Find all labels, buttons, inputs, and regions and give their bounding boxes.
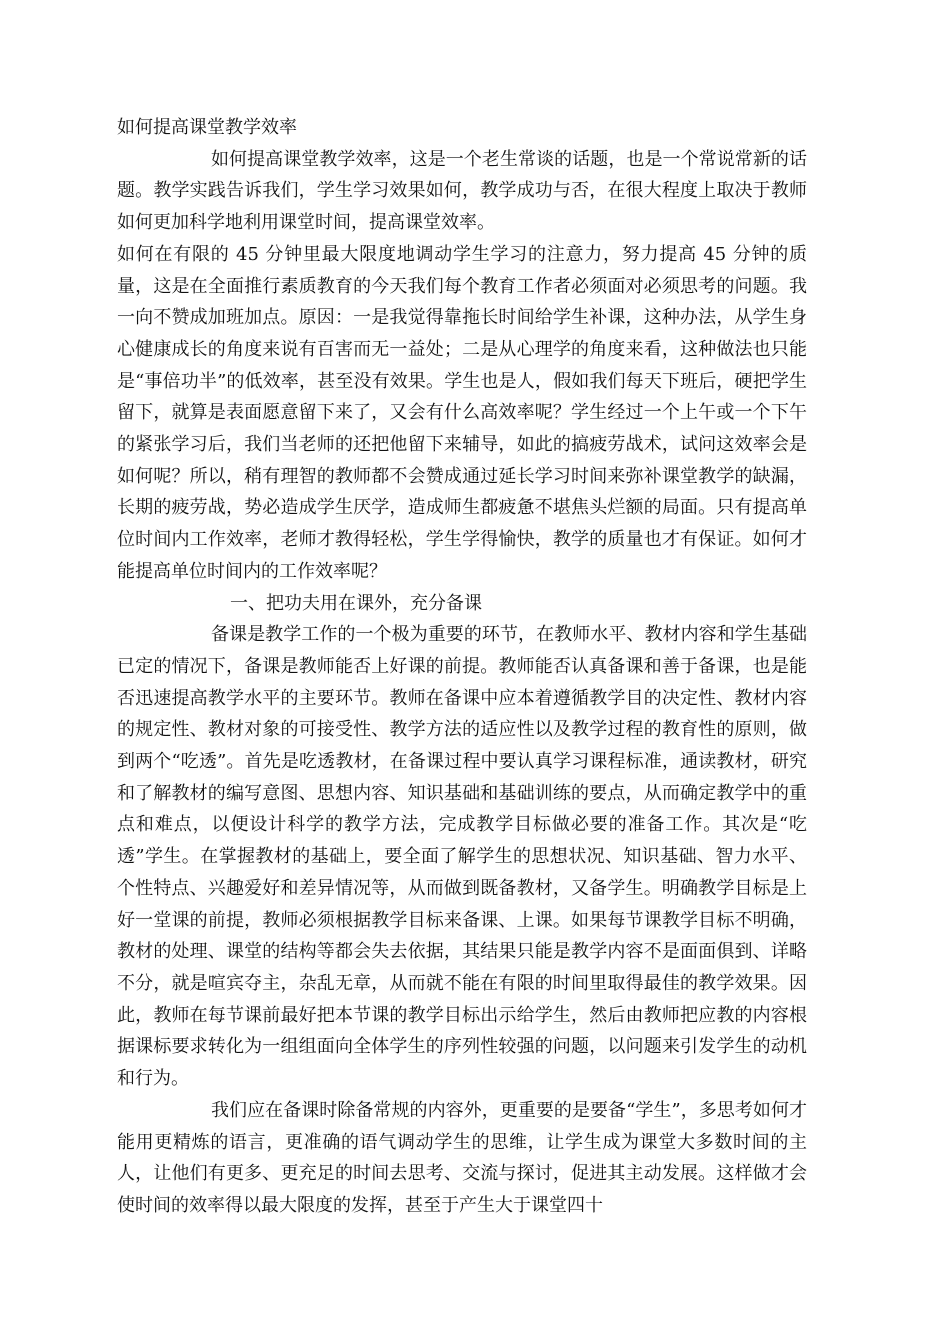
- intro-paragraph: 如何提高课堂教学效率，这是一个老生常谈的话题，也是一个常说常新的话题。教学实践告诉我们，学生学习效果如何，教学成功与否，在很大程度上取决于教师如何更加科学地利用课堂时间，提高课堂效率。: [117, 148, 807, 234]
- body-paragraph: 我们应在备课时除备常规的内容外，更重要的是要备“学生”，多思考如何才能用更精炼的语言，更准确的语气调动学生的思维，让学生成为课堂大多数时间的主人，让他们有更多、更充足的时间去思考、交流与探讨，促进其主动发展。这样做才会使时间的效率得以最大限度的发挥，甚至于产生大于课堂四十: [117, 1099, 807, 1216]
- body-paragraph: 如何在有限的 45 分钟里最大限度地调动学生学习的注意力，努力提高 45 分钟的质量，这是在全面推行素质教育的今天我们每个教育工作者必须面对必须思考的问题。我一向不赞成加班加点。原因：一是我觉得靠拖长时间给学生补课，这种办法，从学生身心健康成长的角度来说有百害而无一益处；二是从心理学的角度来看，这种做法也只能是“事倍功半”的低效率，甚至没有效果。学生也是人，假如我们每天下班后，硬把学生留下，就算是表面愿意留下来了，又会有什么高效率呢？学生经过一个上午或一个下午的紧张学习后，我们当老师的还把他留下来辅导，如此的搞疲劳战术，试问这效率会是如何呢？所以，稍有理智的教师都不会赞成通过延长学习时间来弥补课堂教学的缺漏，长期的疲劳战，势必造成学生厌学，造成师生都疲惫不堪焦头烂额的局面。只有提高单位时间内工作效率，老师才教得轻松，学生学得愉快，教学的质量也才有保证。如何才能提高单位时间内的工作效率呢？: [117, 243, 807, 582]
- body-paragraph: 备课是教学工作的一个极为重要的环节，在教师水平、教材内容和学生基础已定的情况下，备课是教师能否上好课的前提。教师能否认真备课和善于备课，也是能否迅速提高教学水平的主要环节。教师在备课中应本着遵循教学目的决定性、教材内容的规定性、教材对象的可接受性、教学方法的适应性以及教学过程的教育性的原则，做到两个“吃透”。首先是吃透教材，在备课过程中要认真学习课程标准，通读教材，研究和了解教材的编写意图、思想内容、知识基础和基础训练的要点，从而确定教学中的重点和难点，以便设计科学的教学方法，完成教学目标做必要的准备工作。其次是“吃透”学生。在掌握教材的基础上，要全面了解学生的思想状况、知识基础、智力水平、个性特点、兴趣爱好和差异情况等，从而做到既备教材，又备学生。明确教学目标是上好一堂课的前提，教师必须根据教学目标来备课、上课。如果每节课教学目标不明确，教材的处理、课堂的结构等都会失去依据，其结果只能是教学内容不是面面俱到、详略不分，就是喧宾夺主，杂乱无章，从而就不能在有限的时间里取得最佳的教学效果。因此，教师在每节课前最好把本节课的教学目标出示给学生，然后由教师把应教的内容根据课标要求转化为一组组面向全体学生的序列性较强的问题，以问题来引发学生的动机和行为。: [117, 624, 807, 1090]
- section-heading: 一、把功夫用在课外，充分备课: [230, 592, 482, 614]
- document-body: [117, 112, 807, 1222]
- document-title: 如何提高课堂教学效率: [117, 117, 297, 138]
